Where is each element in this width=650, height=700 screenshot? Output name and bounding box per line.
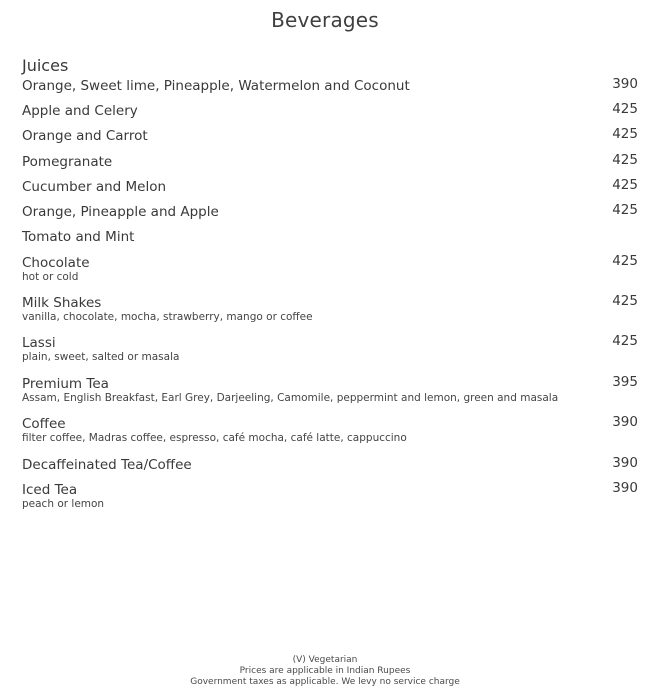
item-name: Coffee [22, 416, 66, 432]
footer-notes [0, 655, 650, 688]
item-name: Lassi [22, 335, 56, 351]
item-price: 425 [612, 293, 638, 309]
menu-item [22, 76, 638, 93]
item-price: 425 [612, 126, 638, 142]
menu-item [22, 374, 638, 405]
page-title: Beverages [271, 8, 379, 32]
item-price: 425 [612, 202, 638, 218]
item-description: Assam, English Breakfast, Earl Grey, Darjeeling, Camomile, peppermint and lemon, green and masala [22, 392, 559, 404]
menu-item [22, 177, 638, 194]
footer-tax-note: Government taxes as applicable. We levy no service charge [190, 677, 460, 687]
item-name: Orange, Pineapple and Apple [22, 204, 219, 220]
item-price: 390 [612, 414, 638, 430]
menu-item [22, 101, 638, 118]
item-price: 395 [612, 374, 638, 390]
menu-item [22, 414, 638, 445]
menu-item [22, 253, 638, 284]
item-name: Chocolate [22, 255, 90, 271]
item-name: Milk Shakes [22, 295, 102, 311]
menu-item [22, 333, 638, 364]
item-price: 425 [612, 152, 638, 168]
item-price: 425 [612, 101, 638, 117]
menu-item [22, 227, 638, 244]
item-description: peach or lemon [22, 498, 105, 510]
item-price: 425 [612, 253, 638, 269]
item-name: Premium Tea [22, 376, 109, 392]
item-name: Iced Tea [22, 482, 78, 498]
item-price: 425 [612, 333, 638, 349]
menu-item [22, 202, 638, 219]
menu-item [22, 126, 638, 143]
item-name: Orange and Carrot [22, 128, 148, 144]
item-name: Orange, Sweet lime, Pineapple, Watermelon and Coconut [22, 78, 410, 94]
menu-item [22, 152, 638, 169]
section-heading-juices: Juices [22, 56, 69, 75]
footer-currency-note: Prices are applicable in Indian Rupees [239, 666, 411, 676]
item-description: hot or cold [22, 271, 79, 283]
item-description: filter coffee, Madras coffee, espresso, café mocha, café latte, cappuccino [22, 432, 407, 444]
item-name: Pomegranate [22, 154, 113, 170]
item-price: 390 [612, 455, 638, 471]
item-price: 390 [612, 76, 638, 92]
item-name: Decaffeinated Tea/Coffee [22, 457, 192, 473]
item-price: 390 [612, 480, 638, 496]
item-price: 425 [612, 177, 638, 193]
menu-item [22, 480, 638, 511]
item-name: Apple and Celery [22, 103, 138, 119]
item-name: Cucumber and Melon [22, 179, 167, 195]
item-description: plain, sweet, salted or masala [22, 351, 180, 363]
item-description: vanilla, chocolate, mocha, strawberry, mango or coffee [22, 311, 313, 323]
menu-item [22, 293, 638, 324]
item-name: Tomato and Mint [22, 229, 135, 245]
menu-item [22, 455, 638, 472]
footer-vegetarian-note: (V) Vegetarian [292, 655, 358, 665]
